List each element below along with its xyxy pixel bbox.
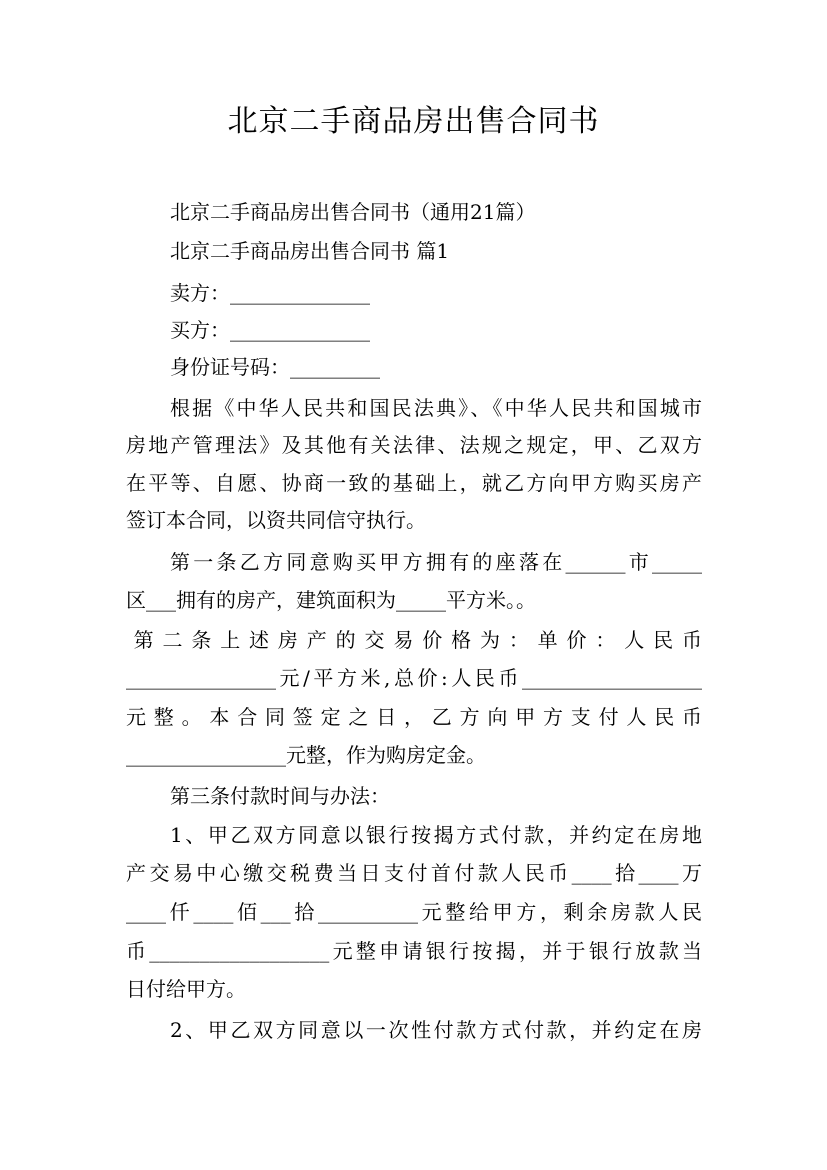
payment-clause-line: 产交易中心缴交税费当日支付首付款人民币____拾____万 bbox=[126, 861, 702, 885]
chapter-heading: 北京二手商品房出售合同书 篇1 bbox=[170, 239, 450, 263]
article-1-line: 第一条乙方同意购买甲方拥有的座落在______市_____ bbox=[170, 550, 702, 574]
payment-clause-line: ____仟____佰___拾__________元整给甲方，剩余房款人民 bbox=[126, 900, 702, 924]
article-2-line: _______________元/平方米,总价:人民币__________________ bbox=[126, 666, 702, 690]
article-2-line: ________________元整，作为购房定金。 bbox=[126, 743, 486, 767]
paragraph-line: 根据《中华人民共和国民法典》、《中华人民共和国城市 bbox=[170, 396, 702, 420]
payment-clause-line: 2、甲乙双方同意以一次性付款方式付款，并约定在房 bbox=[170, 1018, 702, 1042]
id-number-field: 身份证号码：_________ bbox=[170, 355, 380, 379]
paragraph-line: 签订本合同，以资共同信守执行。 bbox=[126, 508, 426, 532]
subtitle-line: 北京二手商品房出售合同书（通用21篇） bbox=[170, 200, 536, 224]
article-3-heading: 第三条付款时间与办法： bbox=[170, 784, 390, 808]
payment-clause-line: 日付给甲方。 bbox=[126, 977, 246, 1001]
buyer-field: 买方：______________ bbox=[170, 318, 370, 342]
seller-field: 卖方：______________ bbox=[170, 281, 370, 305]
article-2-line: 第 二 条 上 述 房 产 的 交 易 价 格 为 ： 单 价 ： 人 民 币 bbox=[126, 628, 702, 652]
article-2-line: 元 整 。 本 合 同 签 定 之 日 ， 乙 方 向 甲 方 支 付 人 民 币 bbox=[126, 705, 702, 729]
paragraph-line: 房地产管理法》及其他有关法律、法规之规定，甲、乙双方 bbox=[126, 433, 702, 457]
payment-clause-line: 币__________________元整申请银行按揭，并于银行放款当 bbox=[126, 939, 702, 963]
paragraph-line: 在平等、自愿、协商一致的基础上，就乙方向甲方购买房产 bbox=[126, 471, 702, 495]
payment-clause-line: 1、甲乙双方同意以银行按揭方式付款，并约定在房地 bbox=[170, 823, 702, 847]
article-1-line: 区___拥有的房产，建筑面积为_____平方米。。 bbox=[126, 588, 536, 612]
document-title: 北京二手商品房出售合同书 bbox=[227, 104, 600, 139]
